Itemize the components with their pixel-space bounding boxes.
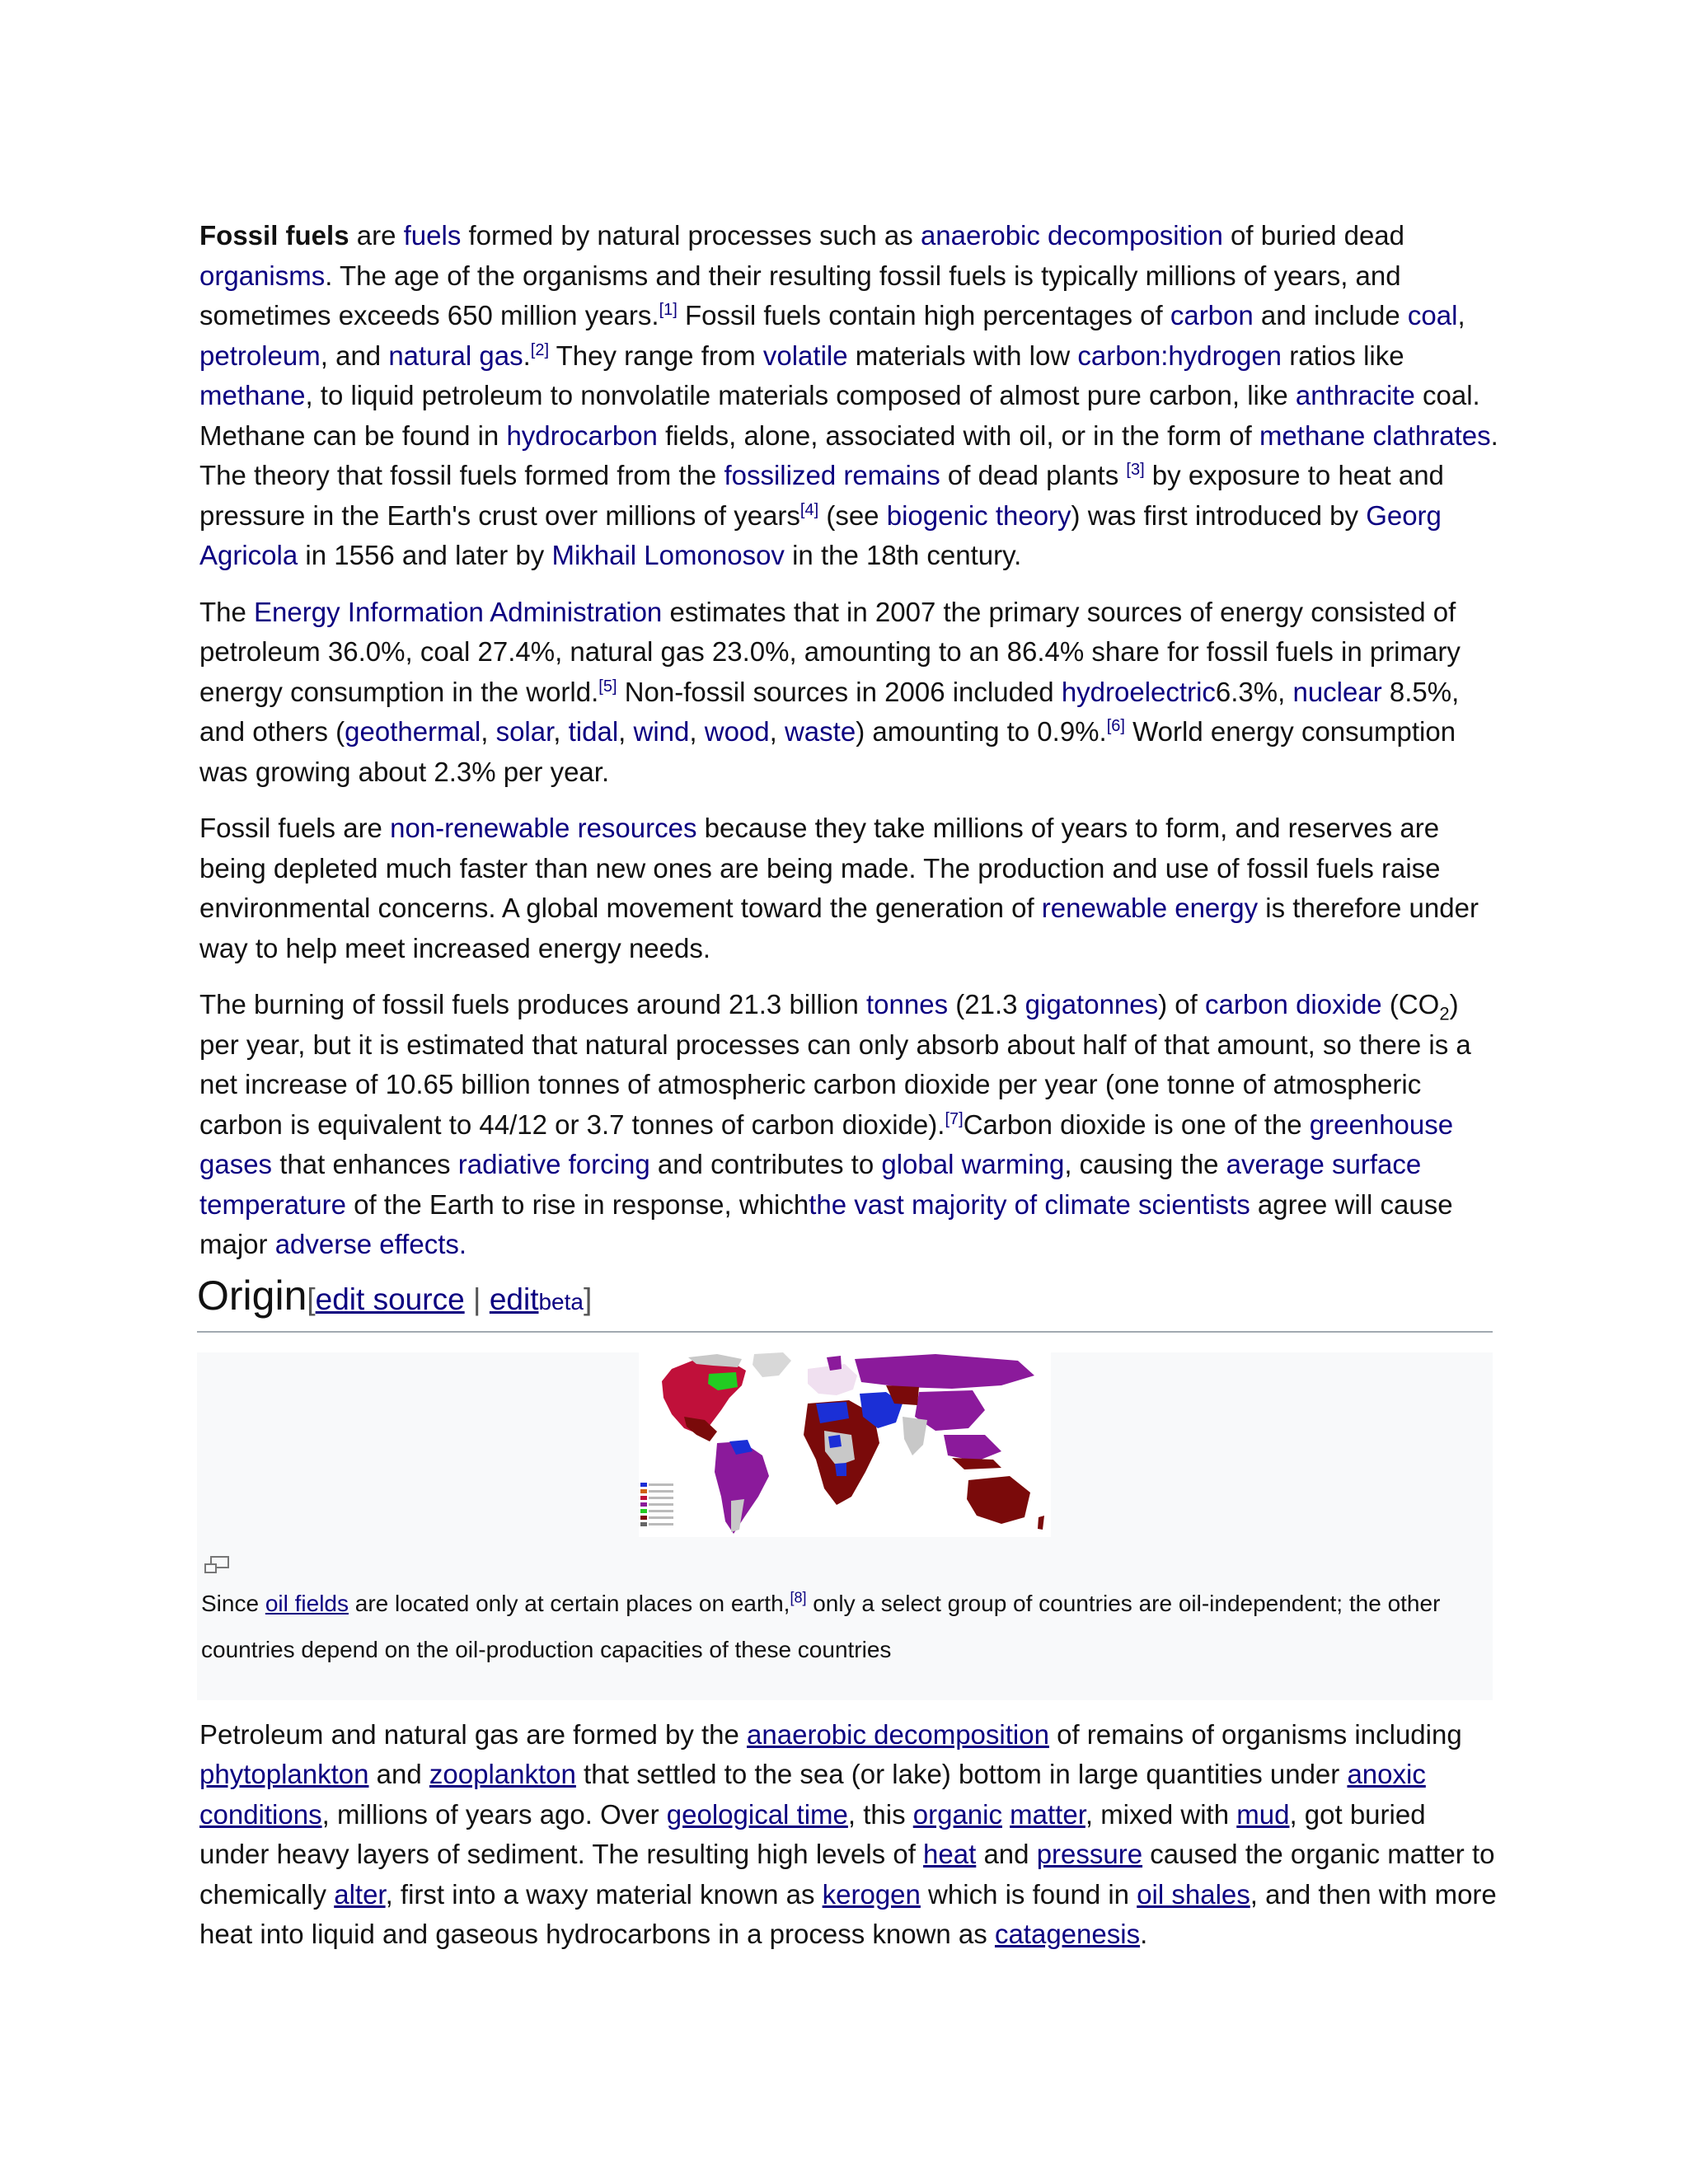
- origin-paragraph-1: Petroleum and natural gas are formed by the anaerobic decomposition of remains of organisms including phytoplankton and zooplankton that settled to the sea (or lake) bottom in large quantities under anoxic conditions, millions of years ago. Over geological time, this organic matter, mixed with mud, got buried under heavy layers of sediment. The resulting high levels of heat and pressure caused the organic matter to chemically alter, first into a waxy material known as kerogen which is found in oil shales, and then with more heat into liquid and gaseous hydrocarbons in a process known as catagenesis.: [199, 1718, 1497, 1949]
- intro-paragraph-3: Fossil fuels are non-renewable resources because they take millions of years to form, and reserves are being depleted much faster than new ones are being made. The production and use of fossil fuels raise environmental concerns. A global movement toward the generation of renewable energy is therefore under way to help meet increased energy needs.: [199, 813, 1479, 963]
- link-geological-time[interactable]: geological time: [666, 1798, 848, 1830]
- citation-link[interactable]: [8]: [790, 1589, 807, 1606]
- citation: [531, 341, 549, 359]
- citation: [800, 501, 818, 519]
- citation: [598, 677, 617, 696]
- link-methane-clathrates[interactable]: methane clathrates: [1259, 419, 1491, 451]
- link-carbon-dioxide[interactable]: carbon dioxide: [1205, 989, 1382, 1019]
- citation: [945, 1110, 963, 1128]
- link-volatile[interactable]: volatile: [762, 340, 848, 371]
- citation-link[interactable]: [6]: [1106, 717, 1125, 735]
- link-anaerobic-decomposition[interactable]: anaerobic decomposition: [920, 220, 1223, 251]
- link-coal[interactable]: coal: [1407, 300, 1458, 330]
- link-georg-agricola[interactable]: Georg Agricola: [199, 499, 1442, 570]
- link-catagenesis[interactable]: catagenesis: [994, 1919, 1141, 1949]
- link-oil-shales[interactable]: oil shales: [1137, 1878, 1250, 1910]
- link-wind[interactable]: wind: [633, 716, 690, 747]
- link-scientific-consensus[interactable]: the vast majority of climate scientists: [809, 1188, 1250, 1220]
- citation-link[interactable]: [7]: [945, 1109, 964, 1128]
- link-pressure[interactable]: pressure: [1036, 1839, 1143, 1869]
- link-non-renewable-resources[interactable]: non-renewable resources: [390, 813, 697, 843]
- figure-caption: Since oil fields are located only at certain places on earth,[8] only a select group of countries are oil-independent; the other countries depend on the oil-production capacities of these countries: [201, 1589, 1441, 1662]
- citation-link[interactable]: [1]: [659, 301, 678, 319]
- section-title: Origin: [197, 1272, 307, 1319]
- citation-link[interactable]: [3]: [1126, 461, 1145, 479]
- link-gigatonnes[interactable]: gigatonnes: [1025, 989, 1159, 1019]
- link-anthracite[interactable]: anthracite: [1295, 380, 1415, 410]
- citation: [1107, 717, 1125, 735]
- link-zooplankton[interactable]: zooplankton: [429, 1759, 576, 1789]
- link-hydrocarbon[interactable]: hydrocarbon: [506, 419, 658, 451]
- link-renewable-energy[interactable]: renewable energy: [1041, 893, 1259, 923]
- link-wood[interactable]: wood: [704, 716, 770, 747]
- article-body: [199, 216, 1502, 1971]
- link-fuels[interactable]: fuels: [403, 220, 462, 251]
- link-alter[interactable]: alter: [334, 1878, 386, 1910]
- link-global-warming[interactable]: global warming: [881, 1149, 1065, 1179]
- citation: [790, 1589, 806, 1605]
- link-heat[interactable]: heat: [923, 1839, 977, 1869]
- link-mud[interactable]: mud: [1236, 1798, 1290, 1830]
- edit-links: [edit source | editbeta]: [307, 1282, 593, 1316]
- link-organisms[interactable]: organisms: [199, 260, 326, 291]
- link-biogenic-theory[interactable]: biogenic theory: [886, 499, 1071, 531]
- intro-paragraph-4: The burning of fossil fuels produces around 21.3 billion tonnes (21.3 gigatonnes) of carbon dioxide $(CO_2)$ per year, but it is estimated that natural processes can only absorb about half of that amount, so there is a net increase of 10.65 billion tonnes of atmospheric carbon dioxide per year (one tonne of atmospheric carbon is equivalent to 44/12 or 3.7 tonnes of carbon dioxide).[7]Carbon dioxide is one of the greenhouse gases that enhances radiative forcing and contributes to global warming, causing the average surface temperature of the Earth to rise in response, whichthe vast majority of climate scientists agree will cause major adverse effects.: [199, 989, 1471, 1259]
- lead-term: Fossil fuels: [199, 220, 349, 251]
- link-greenhouse-gases[interactable]: greenhouse gases: [199, 1108, 1454, 1179]
- link-geothermal[interactable]: geothermal: [345, 716, 481, 747]
- link-hydroelectric[interactable]: hydroelectric: [1061, 676, 1216, 707]
- link-organic[interactable]: organic: [912, 1798, 1002, 1830]
- link-natural-gas[interactable]: natural gas: [388, 340, 523, 371]
- link-mikhail-lomonosov[interactable]: Mikhail Lomonosov: [551, 540, 785, 570]
- enlarge-icon[interactable]: [204, 1555, 230, 1575]
- link-nuclear[interactable]: nuclear: [1292, 676, 1382, 707]
- link-energy-information-administration[interactable]: Energy Information Administration: [254, 596, 663, 627]
- oil-world-map[interactable]: [638, 1352, 1052, 1537]
- citation-link[interactable]: [2]: [530, 340, 550, 359]
- link-tonnes[interactable]: tonnes: [866, 989, 949, 1019]
- link-tidal[interactable]: tidal: [568, 716, 619, 747]
- map-nigeria: [828, 1435, 842, 1448]
- link-petroleum[interactable]: petroleum: [199, 340, 321, 371]
- subscript: 2: [1439, 1003, 1450, 1024]
- link-oil-fields[interactable]: oil fields: [265, 1590, 349, 1616]
- beta-label: beta: [538, 1288, 584, 1315]
- link-carbon[interactable]: carbon: [1170, 300, 1254, 330]
- citation: [1126, 461, 1144, 479]
- link-carbon-hydrogen[interactable]: carbon:hydrogen: [1077, 340, 1282, 371]
- link-anaerobic-decomposition[interactable]: anaerobic decomposition: [747, 1718, 1049, 1750]
- link-adverse-effects[interactable]: adverse effects.: [274, 1229, 467, 1259]
- link-anoxic-conditions[interactable]: anoxic conditions: [199, 1759, 1426, 1830]
- link-phytoplankton[interactable]: phytoplankton: [199, 1759, 369, 1789]
- edit-source-link[interactable]: edit source: [315, 1282, 465, 1316]
- link-kerogen[interactable]: kerogen: [822, 1878, 921, 1910]
- link-average-surface-temperature[interactable]: average surface temperature: [199, 1149, 1422, 1220]
- intro-paragraph-1: Fossil fuels are fuels formed by natural processes such as anaerobic decomposition of buried dead organisms. The age of the organisms and their resulting fossil fuels is typically millions of years, and sometimes exceeds 650 million years.[1] Fossil fuels contain high percentages of carbon and include coal, petroleum, and natural gas.[2] They range from volatile materials with low carbon:hydrogen ratios like methane, to liquid petroleum to nonvolatile materials composed of almost pure carbon, like anthracite coal. Methane can be found in hydrocarbon fields, alone, associated with oil, or in the form of methane clathrates. The theory that fossil fuels formed from the fossilized remains of dead plants [3] by exposure to heat and pressure in the Earth's crust over millions of years[4] (see biogenic theory) was first introduced by Georg Agricola in 1556 and later by Mikhail Lomonosov in the 18th century.: [199, 220, 1498, 570]
- figure-box: [197, 1352, 1493, 1700]
- map-angola: [835, 1463, 846, 1476]
- edit-link[interactable]: edit: [489, 1282, 539, 1316]
- citation-link[interactable]: [5]: [598, 677, 617, 696]
- citation-link[interactable]: [4]: [799, 500, 819, 519]
- link-methane[interactable]: methane: [199, 380, 306, 410]
- intro-paragraph-2: The Energy Information Administration estimates that in 2007 the primary sources of energy consisted of petroleum 36.0%, coal 27.4%, natural gas 23.0%, amounting to an 86.4% share for fossil fuels in primary energy consumption in the world.[5] Non-fossil sources in 2006 included hydroelectric6.3%, nuclear 8.5%, and others (geothermal, solar, tidal, wind, wood, waste) amounting to 0.9%.[6] World energy consumption was growing about 2.3% per year.: [199, 596, 1461, 787]
- link-waste[interactable]: waste: [784, 716, 856, 747]
- link-radiative-forcing[interactable]: radiative forcing: [457, 1149, 650, 1179]
- link-fossilized-remains[interactable]: fossilized remains: [724, 460, 940, 490]
- section-heading-origin: [197, 1270, 1493, 1333]
- link-matter[interactable]: matter: [1010, 1798, 1085, 1830]
- citation: [659, 301, 678, 319]
- link-solar[interactable]: solar: [495, 716, 554, 747]
